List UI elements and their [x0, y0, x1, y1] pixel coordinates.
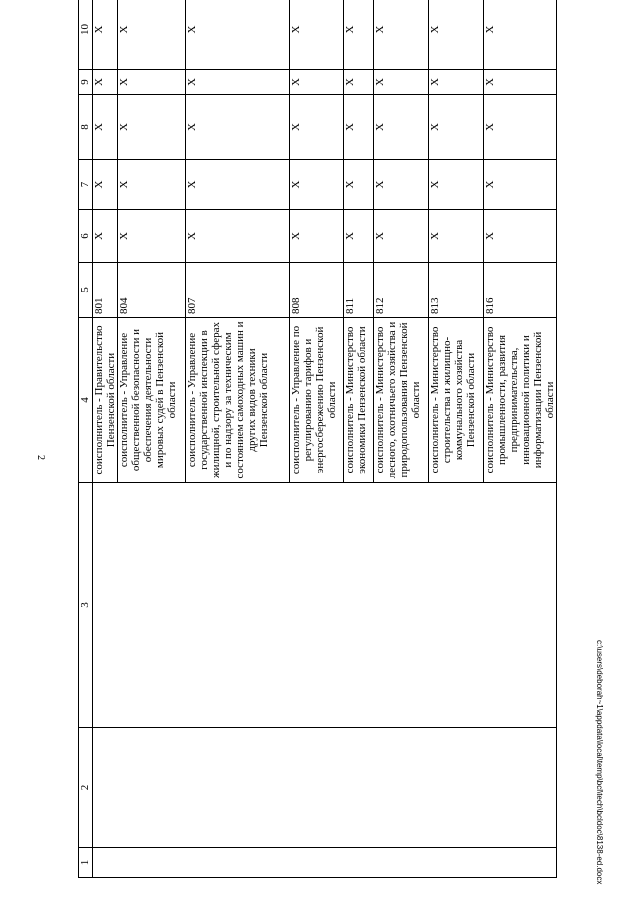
page-number: 2 — [35, 455, 46, 460]
x-mark-cell: Х — [344, 95, 374, 160]
x-mark-cell: Х — [93, 160, 118, 210]
row-name-cell: соисполнитель - Министерство строительства и жилищно-коммунального хозяйства Пензенской области — [429, 318, 484, 483]
row-code-cell: 812 — [374, 263, 429, 318]
header-cell: 2 — [79, 728, 93, 848]
x-mark-cell: Х — [186, 210, 290, 263]
x-mark-cell: Х — [290, 210, 344, 263]
table-cell — [93, 728, 557, 848]
row-name-cell: соисполнитель - Управление государственной инспекции в жилищной, строительной сферах и по надзору за техническим состоянием самоходных машин и других видов техники Пензенской области — [186, 318, 290, 483]
table-body — [93, 0, 557, 878]
x-mark-cell: Х — [374, 210, 429, 263]
x-mark-cell: Х — [429, 160, 484, 210]
x-mark-cell: Х — [429, 0, 484, 70]
header-cell: 5 — [79, 263, 93, 318]
row-code-cell: 808 — [290, 263, 344, 318]
x-mark-cell: Х — [93, 210, 118, 263]
row-name-cell: соисполнитель - Министерство промышленности, развития предпринимательства, инновационной политики и информатизации Пензенской области — [484, 318, 557, 483]
row-code-cell: 807 — [186, 263, 290, 318]
x-mark-cell: Х — [484, 70, 557, 95]
x-mark-cell: Х — [344, 0, 374, 70]
row-code-cell: 813 — [429, 263, 484, 318]
x-mark-cell: Х — [290, 70, 344, 95]
header-cell: 10 — [79, 0, 93, 70]
x-mark-cell: Х — [118, 95, 186, 160]
x-mark-cell: Х — [429, 70, 484, 95]
footer-file-path: c:\users\deborah~1\appdata\local\temp\bcl\tech\bcldoc\8138-ed.docx — [595, 640, 604, 885]
x-mark-cell: Х — [93, 0, 118, 70]
header-cell: 7 — [79, 160, 93, 210]
row-name-cell: соисполнитель - Министерство экономики Пензенской области — [344, 318, 374, 483]
x-mark-cell: Х — [484, 210, 557, 263]
x-mark-cell: Х — [374, 0, 429, 70]
rotated-table-container — [78, 24, 556, 878]
row-code-cell: 801 — [93, 263, 118, 318]
x-mark-cell: Х — [186, 95, 290, 160]
x-mark-cell: Х — [484, 95, 557, 160]
header-cell: 8 — [79, 95, 93, 160]
x-mark-cell: Х — [118, 0, 186, 70]
table-row — [93, 0, 118, 878]
header-cell: 9 — [79, 70, 93, 95]
x-mark-cell: Х — [374, 95, 429, 160]
x-mark-cell: Х — [344, 70, 374, 95]
x-mark-cell: Х — [344, 210, 374, 263]
header-cell: 6 — [79, 210, 93, 263]
row-name-cell: соисполнитель - Министерство лесного, охотничьего хозяйства и природопользования Пензенской области — [374, 318, 429, 483]
x-mark-cell: Х — [93, 70, 118, 95]
row-name-cell: соисполнитель - Управление по регулированию тарифов и энергосбережению Пензенской области — [290, 318, 344, 483]
x-mark-cell: Х — [93, 95, 118, 160]
x-mark-cell: Х — [374, 160, 429, 210]
x-mark-cell: Х — [484, 160, 557, 210]
x-mark-cell: Х — [429, 210, 484, 263]
header-cell: 3 — [79, 483, 93, 728]
header-cell: 1 — [79, 848, 93, 878]
x-mark-cell: Х — [374, 70, 429, 95]
x-mark-cell: Х — [118, 70, 186, 95]
table-cell — [93, 483, 557, 728]
x-mark-cell: Х — [290, 160, 344, 210]
x-mark-cell: Х — [429, 95, 484, 160]
x-mark-cell: Х — [186, 70, 290, 95]
budget-table — [78, 0, 557, 878]
header-cell: 4 — [79, 318, 93, 483]
x-mark-cell: Х — [344, 160, 374, 210]
x-mark-cell: Х — [118, 210, 186, 263]
x-mark-cell: Х — [290, 95, 344, 160]
x-mark-cell: Х — [484, 0, 557, 70]
row-name-cell: соисполнитель - Управление общественной безопасности и обеспечения деятельности мировых судей в Пензенской области — [118, 318, 186, 483]
table-cell — [93, 848, 557, 878]
x-mark-cell: Х — [290, 0, 344, 70]
row-code-cell: 804 — [118, 263, 186, 318]
x-mark-cell: Х — [186, 0, 290, 70]
x-mark-cell: Х — [118, 160, 186, 210]
row-name-cell: соисполнитель - Правительство Пензенской области — [93, 318, 118, 483]
row-code-cell: 816 — [484, 263, 557, 318]
table-header-row — [79, 0, 93, 878]
x-mark-cell: Х — [186, 160, 290, 210]
row-code-cell: 811 — [344, 263, 374, 318]
